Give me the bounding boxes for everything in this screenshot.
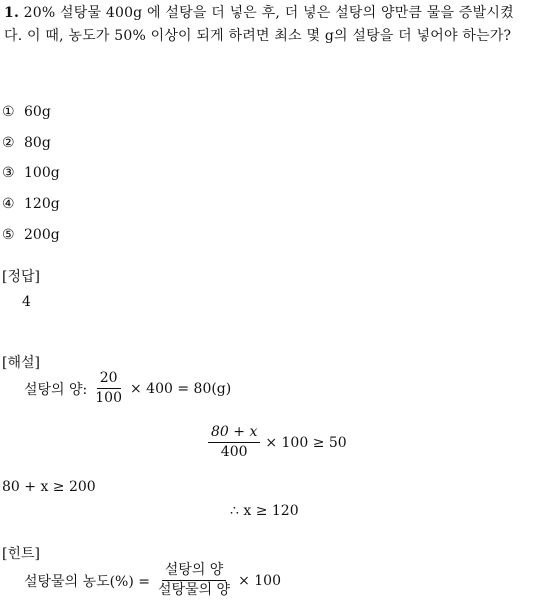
explanation-line-1-fraction [92,370,125,407]
explanation-line-2-fraction [208,424,260,461]
hint-label: [힌트] [2,546,40,562]
fraction-denominator: 400 [220,444,248,460]
option-5-text: 200g [24,227,60,243]
answer-label: [정답] [2,269,40,285]
question-text [4,2,532,48]
explanation-label: [해설] [2,355,40,371]
answer-value: 4 [22,294,31,310]
fraction-numerator: 20 [97,370,121,389]
explanation-line-1 [24,370,231,407]
option-3-marker: ③ [2,165,15,181]
option-1[interactable] [2,104,51,120]
explanation-line-1-prefix: 설탕의 양: [24,381,88,398]
option-4-marker: ④ [2,196,15,212]
hint-formula-prefix: 설탕물의 농도(%) = [24,573,151,590]
hint-formula [24,562,281,599]
option-5[interactable] [2,227,60,243]
hint-formula-suffix: × 100 [238,572,281,589]
fraction-numerator: 설탕의 양 [162,562,227,581]
explanation-line-3: 80 + x ≥ 200 [2,479,96,495]
option-2[interactable] [2,135,51,151]
option-1-text: 60g [24,104,51,120]
option-3[interactable] [2,165,60,181]
option-2-marker: ② [2,135,15,151]
fraction-denominator: 100 [95,390,122,406]
fraction-numerator: 80 + x [208,424,260,443]
explanation-line-2-suffix: × 100 ≥ 50 [265,434,347,451]
option-1-marker: ① [2,104,15,120]
explanation-line-1-suffix: × 400 = 80(g) [130,380,232,397]
explanation-line-4: ∴ x ≥ 120 [230,503,299,519]
option-2-text: 80g [24,135,51,151]
explanation-line-2 [205,424,347,461]
hint-formula-fraction [155,562,233,599]
option-4[interactable] [2,196,60,212]
option-5-marker: ⑤ [2,227,15,243]
question-body: 20% 설탕물 400g 에 설탕을 더 넣은 후, 더 넣은 설탕의 양만큼 물을 증발시켰다. 이 때, 농도가 50% 이상이 되게 하려면 최소 몇 g의 설탕을 더 넣어야 하는가? [4,5,514,44]
option-3-text: 100g [24,165,60,181]
question-number: 1. [4,5,20,21]
option-4-text: 120g [24,196,60,212]
fraction-denominator: 설탕물의 양 [158,582,231,598]
